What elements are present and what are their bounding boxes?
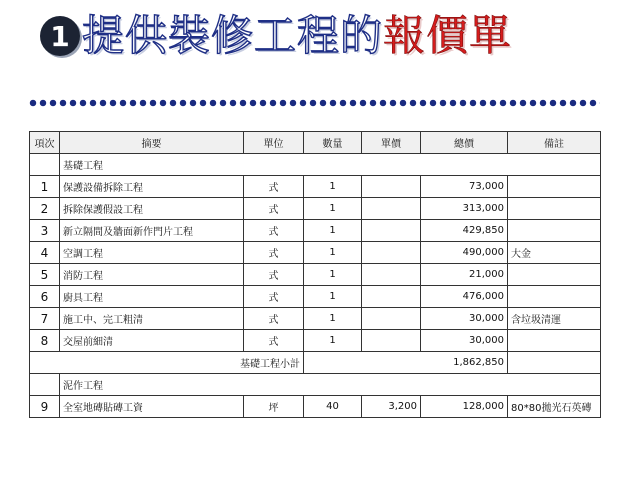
row-no: 1 [30,176,60,198]
row-qty: 1 [304,264,362,286]
row-total: 73,000 [421,176,508,198]
header-price: 單價 [362,132,421,154]
row-no: 7 [30,308,60,330]
section-row [30,154,601,176]
row-total: 30,000 [421,330,508,352]
dotted-divider [28,96,600,110]
row-total: 490,000 [421,242,508,264]
row-note [508,198,601,220]
row-note [508,264,601,286]
row-no: 3 [30,220,60,242]
row-unit: 式 [244,264,304,286]
row-unit: 式 [244,176,304,198]
row-qty: 1 [304,242,362,264]
row-qty: 1 [304,220,362,242]
table-row [30,286,601,308]
row-item: 廚具工程 [60,286,244,308]
subtotal-label: 基礎工程小計 [30,352,304,374]
row-price [362,286,421,308]
row-no: 4 [30,242,60,264]
quote-table [29,131,601,418]
table-header-row [30,132,601,154]
row-note: 80*80拋光石英磚 [508,396,601,418]
row-price [362,242,421,264]
page-title [40,6,512,66]
row-price [362,308,421,330]
row-unit: 式 [244,220,304,242]
header-qty: 數量 [304,132,362,154]
row-no: 6 [30,286,60,308]
row-item: 拆除保護假設工程 [60,198,244,220]
row-unit: 坪 [244,396,304,418]
row-note [508,286,601,308]
row-total: 30,000 [421,308,508,330]
row-total: 476,000 [421,286,508,308]
row-qty: 1 [304,198,362,220]
row-unit: 式 [244,242,304,264]
table-row [30,330,601,352]
row-note [508,176,601,198]
table-row [30,308,601,330]
section-row [30,374,601,396]
row-item: 新立隔間及牆面新作門片工程 [60,220,244,242]
row-no: 5 [30,264,60,286]
row-qty: 1 [304,286,362,308]
header-total: 總價 [421,132,508,154]
row-total: 313,000 [421,198,508,220]
row-item: 消防工程 [60,264,244,286]
row-item: 空調工程 [60,242,244,264]
number-badge: 1 [40,16,80,56]
row-qty: 40 [304,396,362,418]
table-row [30,396,601,418]
row-item: 施工中、完工粗清 [60,308,244,330]
row-no: 8 [30,330,60,352]
table-row [30,264,601,286]
row-item: 交屋前細清 [60,330,244,352]
row-unit: 式 [244,198,304,220]
section-name: 泥作工程 [60,374,601,396]
table-row [30,242,601,264]
title-highlight-text: 報價單 [383,11,513,60]
table-row [30,176,601,198]
row-note: 大金 [508,242,601,264]
title-main-text: 提供裝修工程的 [82,11,384,60]
row-note [508,330,601,352]
row-price [362,264,421,286]
row-price [362,176,421,198]
section-name: 基礎工程 [60,154,601,176]
subtotal-row [30,352,601,374]
table-row [30,198,601,220]
row-item: 全室地磚貼磚工資 [60,396,244,418]
header-note: 備註 [508,132,601,154]
row-qty: 1 [304,330,362,352]
row-total: 128,000 [421,396,508,418]
row-price [362,198,421,220]
row-no: 2 [30,198,60,220]
row-note [508,220,601,242]
row-note: 含垃圾清運 [508,308,601,330]
row-total: 21,000 [421,264,508,286]
row-price [362,220,421,242]
header-item: 摘要 [60,132,244,154]
subtotal-value: 1,862,850 [304,352,508,374]
row-unit: 式 [244,308,304,330]
table-row [30,220,601,242]
row-unit: 式 [244,286,304,308]
header-unit: 單位 [244,132,304,154]
row-unit: 式 [244,330,304,352]
row-qty: 1 [304,308,362,330]
row-item: 保護設備拆除工程 [60,176,244,198]
header-no: 項次 [30,132,60,154]
row-no: 9 [30,396,60,418]
row-price [362,330,421,352]
row-qty: 1 [304,176,362,198]
row-total: 429,850 [421,220,508,242]
row-price: 3,200 [362,396,421,418]
